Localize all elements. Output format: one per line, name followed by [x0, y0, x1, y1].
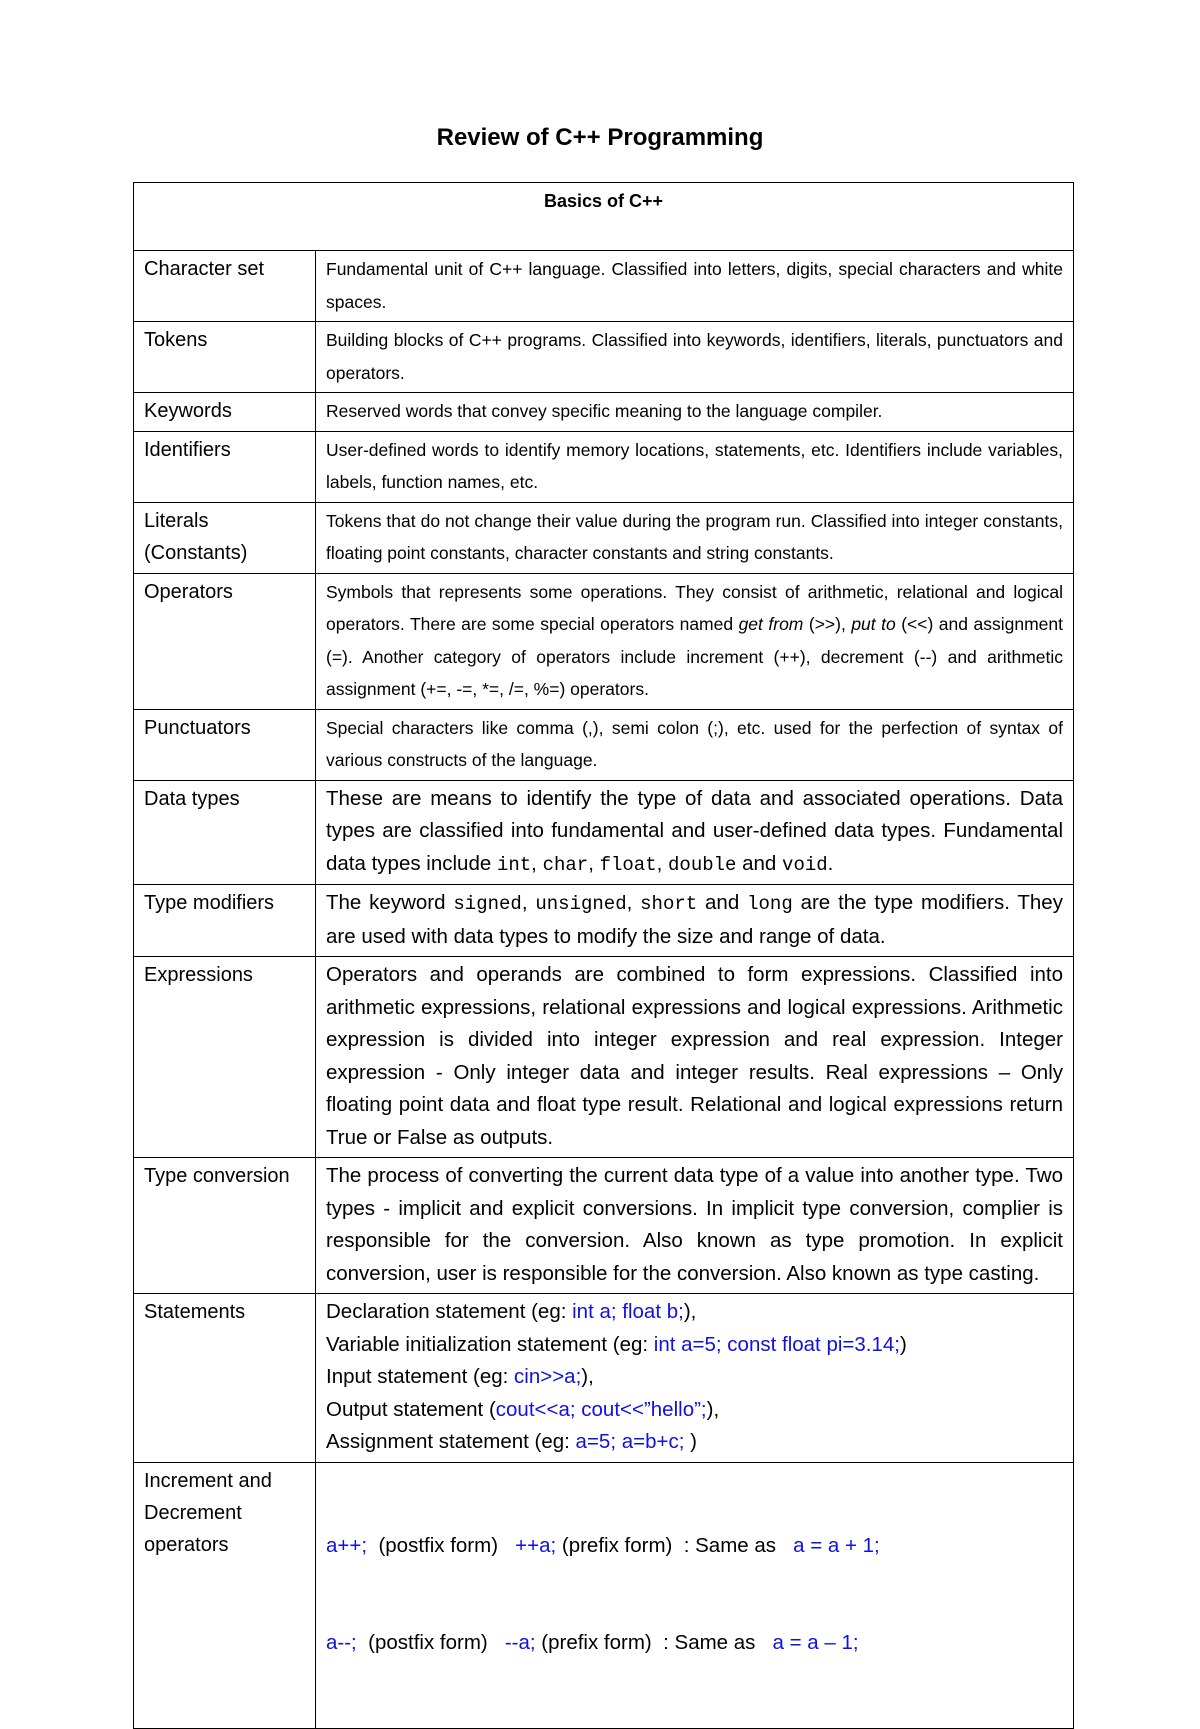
code-example: int a; float b; — [572, 1300, 684, 1323]
term-line: Decrement — [144, 1501, 242, 1524]
code-keyword: char — [542, 853, 589, 876]
desc-cell — [316, 780, 1074, 885]
code-example: int a=5; const float pi=3.14; — [653, 1332, 900, 1356]
text: Symbols that represents some operations. They consist of arithmetic, relational and logical operators. There are some special operators named — [326, 581, 1063, 634]
code-example: --a; — [504, 1631, 536, 1654]
desc-cell — [316, 573, 1074, 709]
text: and — [736, 851, 783, 875]
desc-cell — [316, 1462, 1074, 1728]
term-cell: Type modifiers — [134, 885, 316, 957]
table-header-row — [134, 183, 1074, 251]
text: ), — [706, 1397, 720, 1421]
code-keyword: long — [747, 893, 793, 915]
text: (prefix form) : Same as — [535, 1631, 767, 1654]
term-line: Literals — [144, 509, 209, 532]
table-header: Basics of C++ — [134, 183, 1074, 251]
table-row — [134, 709, 1074, 780]
term-cell: Expressions — [134, 957, 316, 1158]
text: Variable initialization statement (eg: — [326, 1332, 654, 1356]
text: (postfix form) — [367, 1533, 516, 1557]
code-example: a++; — [326, 1533, 368, 1557]
text: These are means to identify the type of data and associated operations. Data types are classified into fundamental and user-defined data types. Fundamental data types include — [326, 786, 1063, 875]
text: , — [531, 851, 543, 875]
table-row — [134, 780, 1074, 885]
table-row — [134, 885, 1074, 957]
term-cell: Identifiers — [134, 431, 316, 502]
text: (postfix form) — [356, 1631, 505, 1654]
text: (>>), — [803, 614, 852, 634]
desc-cell: User-defined words to identify memory locations, statements, etc. Identifiers include variables, labels, function names, etc. — [316, 431, 1074, 502]
table-row — [134, 393, 1074, 432]
desc-cell: Fundamental unit of C++ language. Classified into letters, digits, special characters and white spaces. — [316, 251, 1074, 322]
text: , — [588, 851, 600, 875]
code-example: a = a – 1; — [766, 1631, 859, 1654]
code-keyword: unsigned — [535, 893, 627, 915]
text: , — [656, 851, 669, 875]
term-cell — [134, 1462, 316, 1728]
code-example: cin>>a; — [514, 1365, 582, 1388]
statement-line — [326, 1394, 1063, 1427]
table-row — [134, 251, 1074, 322]
desc-cell: Special characters like comma (,), semi colon (;), etc. used for the perfection of syntax of various constructs of the language. — [316, 709, 1074, 780]
text: Declaration statement (eg: — [326, 1300, 573, 1323]
term-cell: Punctuators — [134, 709, 316, 780]
desc-cell — [316, 885, 1074, 957]
table-row — [134, 322, 1074, 393]
code-keyword: int — [496, 853, 532, 876]
table-row — [134, 1462, 1074, 1728]
text: ) — [684, 1430, 697, 1453]
term-line: Increment and — [144, 1469, 272, 1492]
text: ) — [899, 1332, 907, 1356]
text: , — [521, 891, 536, 914]
text: (prefix form) : Same as — [556, 1533, 788, 1557]
term-cell: Operators — [134, 573, 316, 709]
term-cell — [134, 502, 316, 573]
text: ), — [581, 1365, 594, 1388]
code-keyword: signed — [453, 893, 522, 915]
code-example: a--; — [326, 1631, 357, 1654]
text: The keyword — [326, 891, 454, 914]
code-example: cout<<a; cout<<”hello”; — [495, 1397, 707, 1421]
statement-line — [326, 1426, 1063, 1459]
code-keyword: void — [782, 853, 828, 876]
text: (<<) and assignment (=). Another category of operators include increment (++), decrement (--) and arithmetic assignment (+=, -=, *=, /=, %=) operators. — [326, 614, 1063, 699]
text: are the type modifiers. They are used with data types to modify the size and range of data. — [326, 891, 1063, 948]
table-row — [134, 1294, 1074, 1463]
term-cell: Type conversion — [134, 1158, 316, 1294]
term-cell: Tokens — [134, 322, 316, 393]
italic-text: get from — [738, 614, 804, 634]
inc-dec-line — [326, 1627, 1063, 1660]
basics-table — [133, 182, 1074, 1729]
text: ), — [683, 1300, 697, 1323]
code-example: a=5; a=b+c; — [575, 1430, 685, 1453]
desc-cell: Operators and operands are combined to form expressions. Classified into arithmetic expressions, relational expressions and logical expressions. Arithmetic expression is divided into integer expression and real expression. Integer expression - Only integer data and integer results. Real expressions – Only floating point data and float type result. Relational and logical expressions return True or False as outputs. — [316, 957, 1074, 1158]
term-line: operators — [144, 1533, 229, 1556]
code-keyword: double — [668, 853, 737, 876]
text: Input statement (eg: — [326, 1365, 515, 1388]
text: Output statement ( — [326, 1397, 496, 1421]
table-row — [134, 431, 1074, 502]
table-row — [134, 1158, 1074, 1294]
text: and — [697, 891, 748, 914]
desc-cell: Building blocks of C++ programs. Classified into keywords, identifiers, literals, punctuators and operators. — [316, 322, 1074, 393]
desc-cell — [316, 1294, 1074, 1463]
term-cell: Character set — [134, 251, 316, 322]
text: Assignment statement (eg: — [326, 1430, 576, 1453]
code-example: a = a + 1; — [787, 1533, 880, 1557]
italic-text: put to — [851, 614, 896, 634]
code-example: ++a; — [515, 1533, 557, 1557]
statement-line — [326, 1361, 1063, 1394]
text: . — [827, 851, 834, 875]
page-title: Review of C++ Programming — [436, 124, 764, 151]
code-keyword: float — [599, 853, 657, 876]
table-row — [134, 573, 1074, 709]
desc-cell: The process of converting the current data type of a value into another type. Two types - implicit and explicit conversions. In implicit type conversion, complier is responsible for the conversion. Also known as type promotion. In explicit conversion, user is responsible for the conversion. Also known as type casting. — [316, 1158, 1074, 1294]
desc-cell: Reserved words that convey specific meaning to the language compiler. — [316, 393, 1074, 432]
term-line: (Constants) — [144, 541, 248, 564]
statement-line — [326, 1296, 1063, 1329]
statement-line — [326, 1329, 1063, 1362]
term-cell: Data types — [134, 780, 316, 885]
desc-cell: Tokens that do not change their value during the program run. Classified into integer constants, floating point constants, character constants and string constants. — [316, 502, 1074, 573]
term-cell: Keywords — [134, 393, 316, 432]
inc-dec-line — [326, 1530, 1063, 1563]
code-keyword: short — [640, 893, 698, 915]
text: , — [626, 891, 641, 914]
term-cell: Statements — [134, 1294, 316, 1463]
table-row — [134, 502, 1074, 573]
table-row — [134, 957, 1074, 1158]
